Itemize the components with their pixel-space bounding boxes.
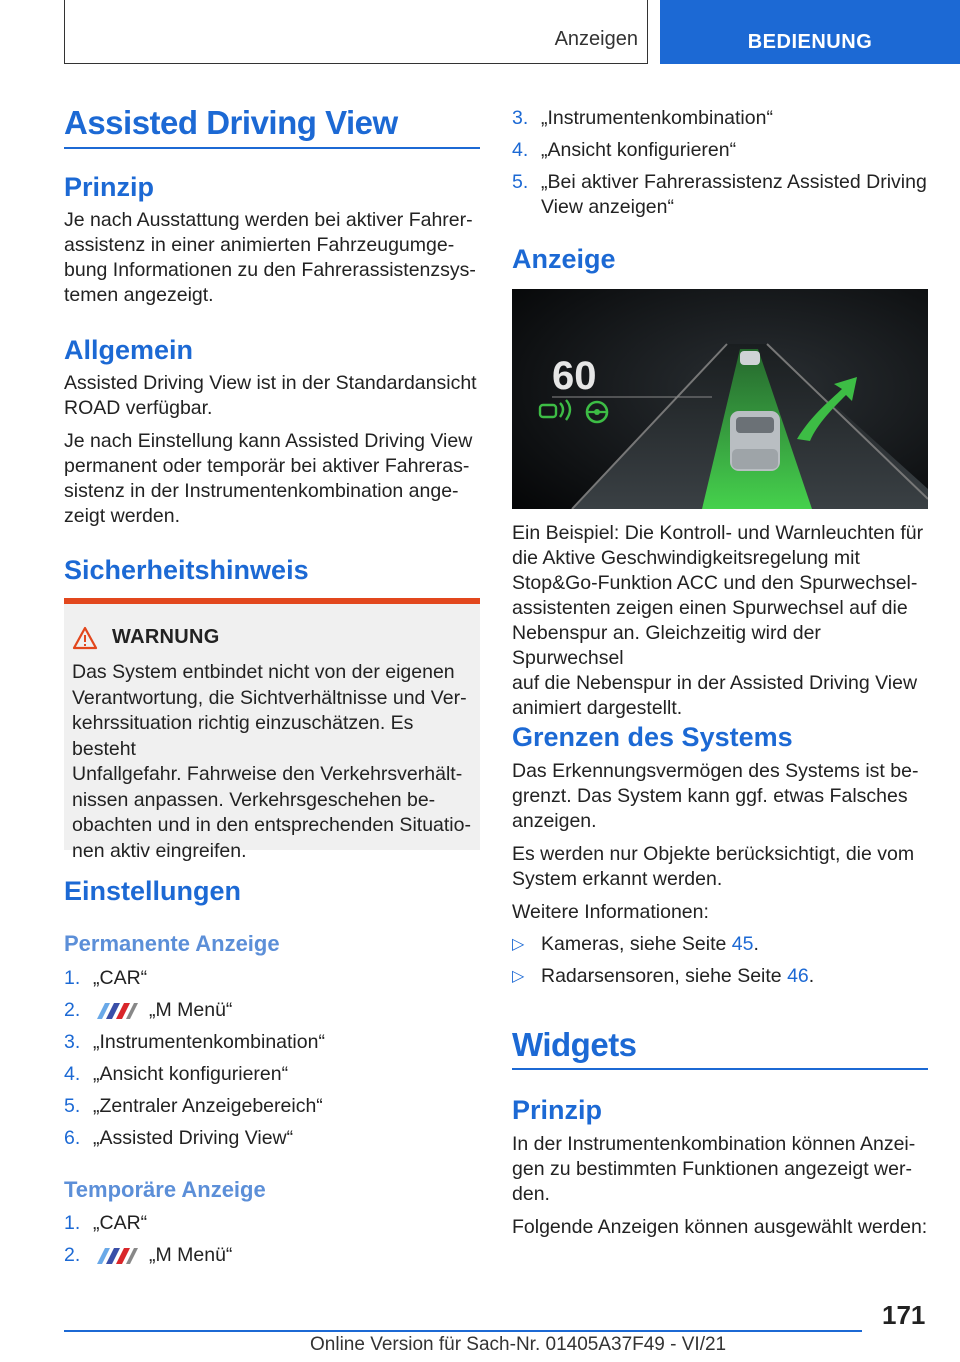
assisted-driving-view-image	[512, 289, 928, 509]
prinzip-text	[64, 208, 480, 308]
list-text: „CAR“	[93, 967, 148, 989]
heading-permanente-anzeige: Permanente Anzeige	[64, 931, 280, 956]
list-number: 5.	[512, 171, 529, 193]
text-line: System erkannt werden.	[512, 868, 723, 890]
list-item	[512, 170, 928, 222]
text-line: sistenz in der Instrumentenkombination ange-	[64, 480, 459, 502]
list-text: „M Menü“	[149, 999, 233, 1021]
grenzen-text	[512, 759, 928, 925]
warning-text	[72, 660, 476, 864]
list-text: „Ansicht konfigurieren“	[541, 139, 737, 161]
text-line: obachten und in den entsprechenden Situatio-	[72, 814, 471, 836]
text-line: assistenten zeigen einen Spurwechsel auf die	[512, 597, 908, 619]
m-menu-icon	[93, 1002, 141, 1020]
text-line: Stop&Go-Funktion ACC und den Spurwechsel-	[512, 572, 918, 594]
text-line: Weitere Informationen:	[512, 901, 709, 923]
heading-grenzen: Grenzen des Systems	[512, 722, 793, 752]
text-line: zeigt werden.	[64, 505, 180, 527]
text-line: anzeigen.	[512, 810, 597, 832]
reference-text: Kameras, siehe Seite	[541, 933, 732, 955]
text-line: kehrssituation richtig einzuschätzen. Es besteht	[72, 712, 414, 760]
page-number: 171	[882, 1300, 926, 1330]
text-line: Ein Beispiel: Die Kontroll- und Warnleuchten für	[512, 522, 924, 544]
title-rule	[64, 147, 480, 149]
text-line: nen aktiv eingreifen.	[72, 839, 247, 862]
list-text: „Assisted Driving View“	[93, 1127, 294, 1149]
text-line: auf die Nebenspur in der Assisted Driving View	[512, 672, 918, 694]
text-line: Das Erkennungsvermögen des Systems ist be-	[512, 760, 919, 782]
m-menu-icon	[93, 1247, 141, 1265]
text-line: bung Informationen zu den Fahrerassistenzsys-	[64, 259, 476, 281]
text-line: den.	[512, 1183, 550, 1205]
reference-end: .	[808, 965, 815, 987]
text-line: In der Instrumentenkombination können Anzei-	[512, 1133, 916, 1155]
heading-prinzip: Prinzip	[64, 172, 155, 202]
header-chapter-tab[interactable]	[660, 0, 960, 64]
list-number: 4.	[64, 1063, 81, 1085]
heading-allgemein: Allgemein	[64, 335, 194, 365]
footer-rule	[64, 1330, 862, 1332]
list-text: „Instrumentenkombination“	[541, 107, 773, 129]
triangle-bullet-icon: ▷	[512, 936, 525, 953]
text-line: Unfallgefahr. Fahrweise den Verkehrsverhält-	[72, 763, 463, 785]
text-line: Je nach Einstellung kann Assisted Driving View	[64, 430, 473, 452]
text-line: temen angezeigt.	[64, 284, 214, 306]
reference-end: .	[753, 933, 759, 955]
section-title-widgets: Widgets	[512, 1026, 637, 1063]
list-text: „Zentraler Anzeigebereich“	[93, 1095, 323, 1117]
text-line: Das System entbindet nicht von der eigenen	[72, 661, 455, 683]
page-link-46[interactable]: 46	[787, 965, 809, 987]
warning-label: WARNUNG	[112, 626, 220, 648]
widgets-rule	[512, 1068, 928, 1070]
text-line: Folgende Anzeigen können ausgewählt werden:	[512, 1216, 928, 1238]
list-text: „Instrumentenkombination“	[93, 1031, 325, 1053]
list-number: 5.	[64, 1095, 81, 1117]
warning-triangle-icon	[72, 626, 98, 650]
list-number: 2.	[64, 999, 81, 1021]
image-caption	[512, 521, 932, 721]
text-line: nissen anpassen. Verkehrsgeschehen be-	[72, 788, 436, 811]
heading-einstellungen: Einstellungen	[64, 876, 242, 906]
heading-widgets-prinzip: Prinzip	[512, 1095, 603, 1125]
list-text: „Ansicht konfigurieren“	[93, 1063, 289, 1085]
list-number: 4.	[512, 139, 529, 161]
page-link-45[interactable]: 45	[731, 933, 754, 955]
text-line: die Aktive Geschwindigkeitsregelung mit	[512, 547, 860, 569]
triangle-bullet-icon: ▷	[512, 968, 525, 985]
list-text: „CAR“	[93, 1212, 148, 1234]
heading-anzeige: Anzeige	[512, 244, 616, 274]
list-number: 1.	[64, 1212, 81, 1234]
text-line: ROAD verfügbar.	[64, 397, 213, 419]
text-line: assistenz in einer animierten Fahrzeugumge-	[64, 234, 455, 256]
list-text: „M Menü“	[149, 1244, 233, 1266]
list-number: 3.	[512, 107, 529, 129]
list-number: 6.	[64, 1127, 81, 1149]
heading-sicherheitshinweis: Sicherheitshinweis	[64, 555, 309, 585]
text-line: Verantwortung, die Sichtverhältnisse und Ver-	[72, 686, 467, 709]
footer-text: Online Version für Sach-Nr. 01405A37F49 - VI/21	[310, 1334, 727, 1355]
list-text: „Bei aktiver Fahrerassistenz Assisted Driving	[541, 171, 927, 193]
list-number: 1.	[64, 967, 81, 989]
widgets-prinzip-text	[512, 1132, 928, 1240]
list-number: 3.	[64, 1031, 81, 1053]
reference-text: Radarsensoren, siehe Seite	[541, 965, 788, 987]
text-line: permanent oder temporär bei aktiver Fahreras-	[64, 455, 470, 477]
text-line: Je nach Ausstattung werden bei aktiver Fahrer-	[64, 209, 473, 231]
text-line: Nebenspur an. Gleichzeitig wird der Spurwechsel	[512, 622, 821, 669]
text-line: animiert dargestellt.	[512, 697, 683, 719]
warning-box	[64, 598, 480, 862]
allgemein-text	[64, 371, 480, 529]
header-section-title: Anzeigen	[554, 28, 638, 50]
text-line: grenzt. Das System kann ggf. etwas Falsches	[512, 785, 908, 807]
speed-readout: 60	[552, 354, 597, 398]
list-number: 2.	[64, 1244, 81, 1266]
list-text: View anzeigen“	[541, 196, 674, 218]
text-line: Es werden nur Objekte berücksichtigt, die vom	[512, 843, 915, 865]
page-title: Assisted Driving View	[64, 104, 398, 141]
heading-temporaere-anzeige: Temporäre Anzeige	[64, 1177, 266, 1202]
text-line: Assisted Driving View ist in der Standardansicht	[64, 372, 477, 394]
header-chapter-label: BEDIENUNG	[747, 31, 873, 53]
text-line: gen zu bestimmten Funktionen angezeigt wer-	[512, 1158, 912, 1180]
